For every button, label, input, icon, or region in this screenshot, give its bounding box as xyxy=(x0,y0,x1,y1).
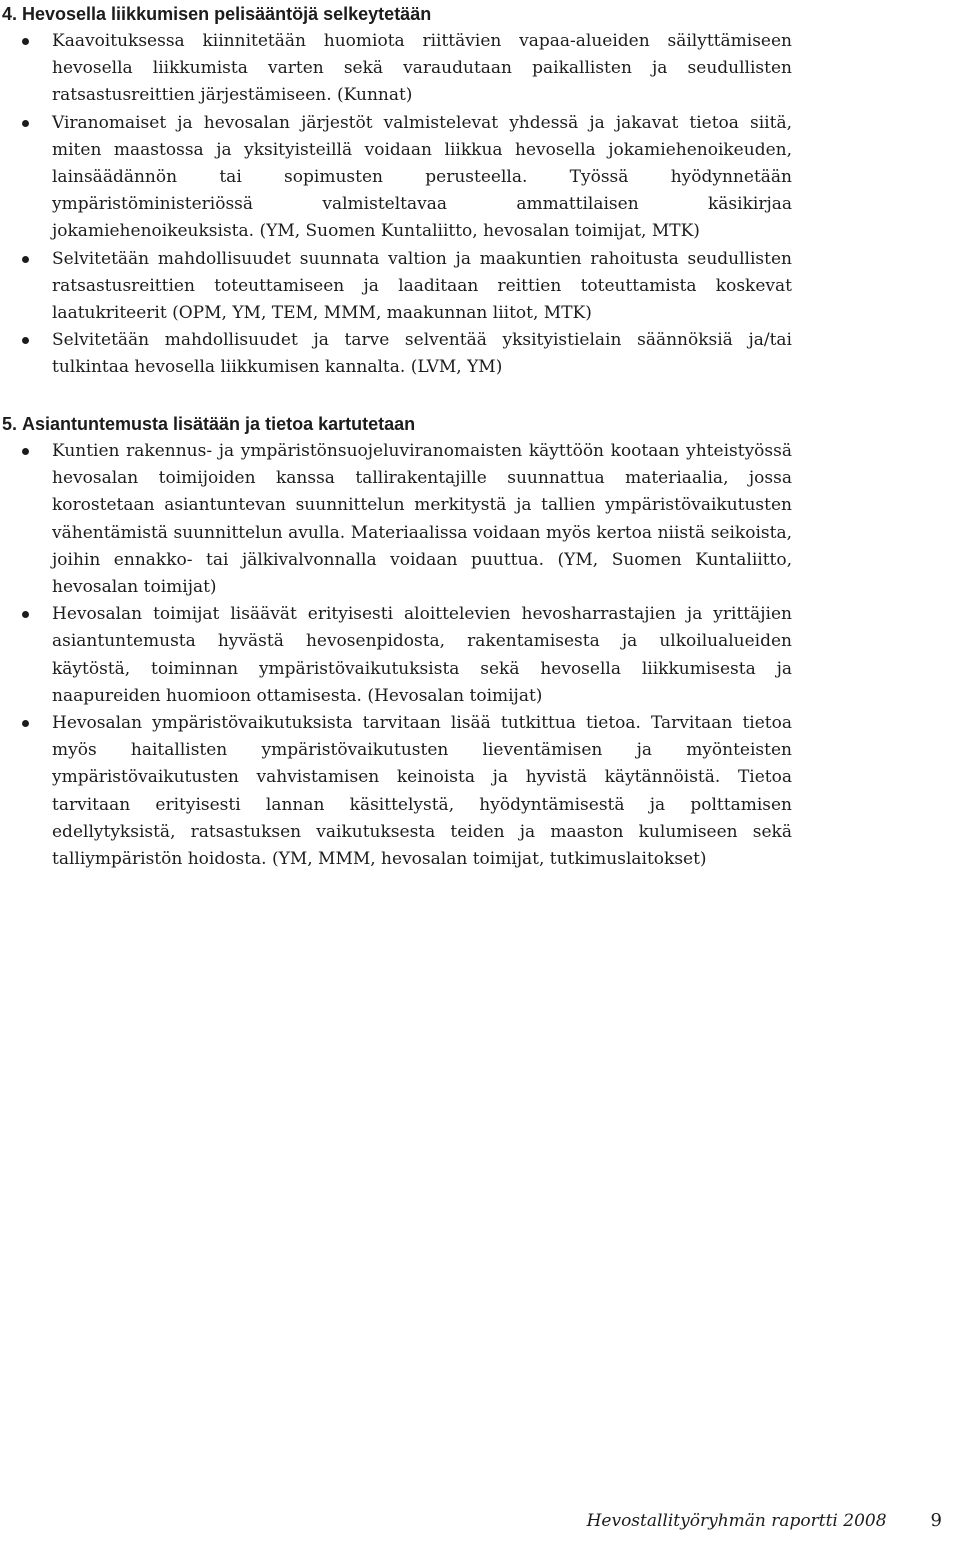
section-heading xyxy=(0,410,960,438)
list-item-text: Kuntien rakennus- ja ympäristönsuojeluviranomaisten käyttöön kootaan yhteistyössä hevosalan toimijoiden kanssa tallirakentajille suunnattua materiaalia, jossa korostetaan asiantuntevan suunnittelun merkitystä ja tallien ympäristövaikutusten vähentämistä suunnittelun avulla. Materiaalissa voidaan myös kertoa niistä seikoista, joihin ennakko- tai jälkivalvonnalla voidaan puuttua. (YM, Suomen Kuntaliitto, hevosalan toimijat) xyxy=(52,441,792,598)
bullet-icon xyxy=(22,720,29,727)
list-item xyxy=(0,246,960,328)
report-title: Hevostallityöryhmän raportti 2008 xyxy=(586,1511,887,1531)
list-item xyxy=(0,710,960,873)
section-title: Hevosella liikkumisen pelisääntöjä selkeytetään xyxy=(22,4,432,24)
section-number: 5. xyxy=(2,414,18,434)
bullet-icon xyxy=(22,337,29,344)
list-item-text: Selvitetään mahdollisuudet suunnata valtion ja maakuntien rahoitusta seudullisten ratsastusreittien toteuttamiseen ja laaditaan reittien toteuttamista koskevat laatukriteerit (OPM, YM, TEM, MMM, maakunnan liitot, MTK) xyxy=(52,248,792,324)
bullet-icon xyxy=(22,120,29,127)
bullet-icon xyxy=(22,38,29,45)
bullet-icon xyxy=(22,448,29,455)
section-5 xyxy=(0,410,960,873)
list-item xyxy=(0,601,960,710)
page-footer xyxy=(587,1510,942,1531)
section-title: Asiantuntemusta lisätään ja tietoa kartutetaan xyxy=(22,414,416,434)
list-item-text: Selvitetään mahdollisuudet ja tarve selventää yksityistielain säännöksiä ja/tai tulkintaa hevosella liikkumisen kannalta. (LVM, YM) xyxy=(52,330,792,378)
list-item-text: Hevosalan toimijat lisäävät erityisesti aloittelevien hevosharrastajien ja yrittäjien asiantuntemusta hyvästä hevosenpidosta, rakentamisesta ja ulkoilualueiden käytöstä, toiminnan ympäristövaikutuksista sekä hevosella liikkumisesta ja naapureiden huomioon ottamisesta. (Hevosalan toimijat) xyxy=(52,604,792,706)
section-4 xyxy=(0,0,960,382)
bullet-icon xyxy=(22,256,29,263)
bullet-list xyxy=(0,28,960,382)
page-number: 9 xyxy=(930,1510,942,1531)
list-item xyxy=(0,110,960,246)
list-item xyxy=(0,327,960,381)
list-item-text: Kaavoituksessa kiinnitetään huomiota riittävien vapaa-alueiden säilyttämiseen hevosella liikkumista varten sekä varaudutaan paikallisten ja seudullisten ratsastusreittien järjestämiseen. (Kunnat) xyxy=(52,31,792,106)
section-number: 4. xyxy=(2,4,18,24)
bullet-list xyxy=(0,438,960,873)
list-item-text: Hevosalan ympäristövaikutuksista tarvitaan lisää tutkittua tietoa. Tarvitaan tietoa myös haitallisten ympäristövaikutusten lieventämisen ja myönteisten ympäristövaikutusten vahvistamisen keinoista ja hyvistä käytännöistä. Tietoa tarvitaan erityisesti lannan käsittelystä, hyödyntämisestä ja polttamisen edellytyksistä, ratsastuksen vaikutuksesta teiden ja maaston kulumiseen sekä talliympäristön hoidosta. (YM, MMM, hevosalan toimijat, tutkimuslaitokset) xyxy=(52,713,792,870)
list-item xyxy=(0,28,960,110)
list-item xyxy=(0,438,960,601)
section-heading xyxy=(0,0,960,28)
bullet-icon xyxy=(22,611,29,618)
list-item-text: Viranomaiset ja hevosalan järjestöt valmistelevat yhdessä ja jakavat tietoa siitä, miten maastossa ja yksityisteillä voidaan liikkua hevosella jokamiehenoikeuden, lainsäädännön tai sopimusten perusteella. Työssä hyödynnetään ympäristöministeriössä valmisteltavaa ammattilaisen käsikirjaa jokamiehenoikeuksista. (YM, Suomen Kuntaliitto, hevosalan toimijat, MTK) xyxy=(52,112,792,242)
